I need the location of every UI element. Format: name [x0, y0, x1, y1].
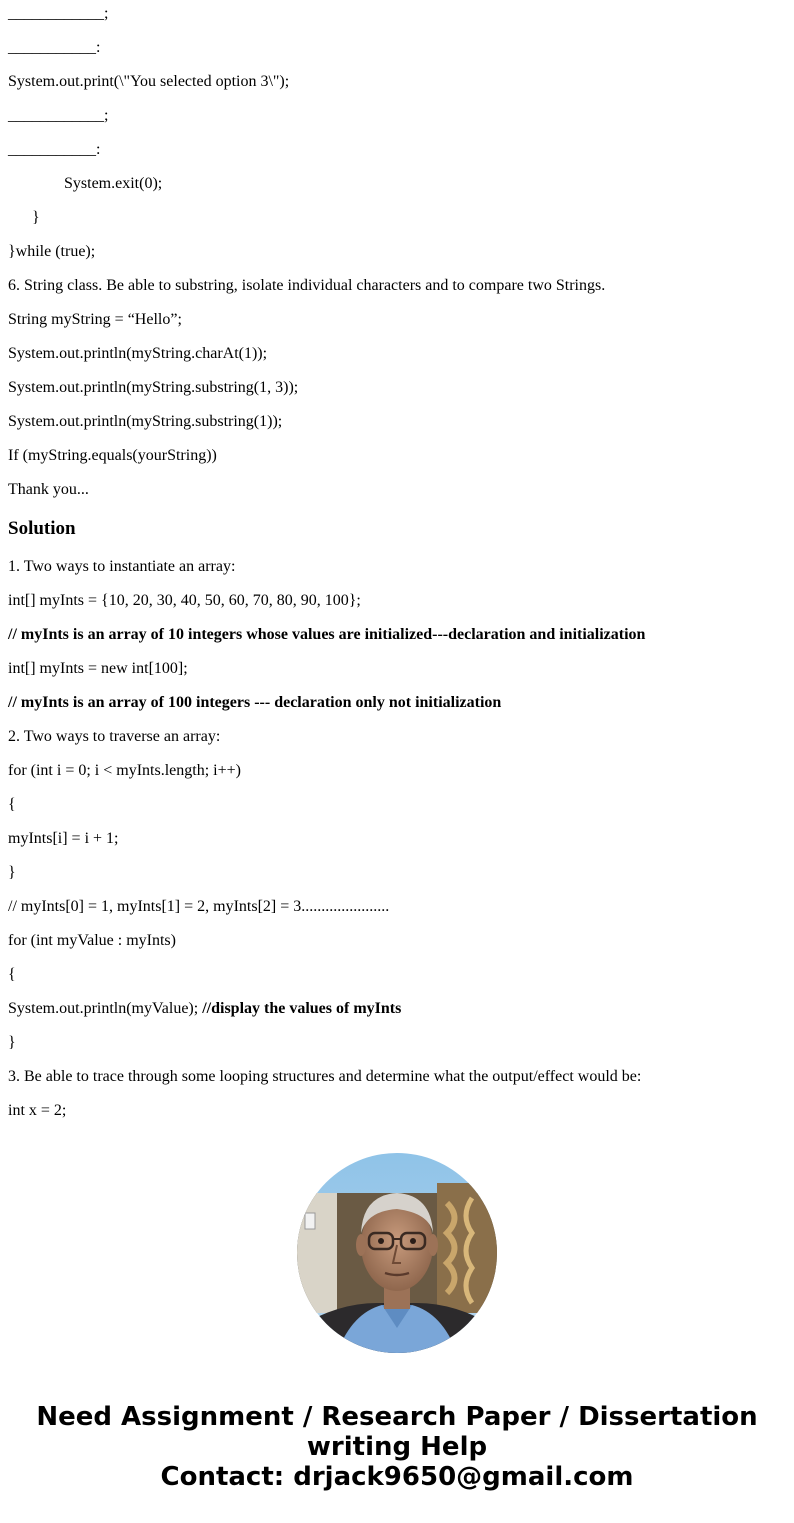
code-line: int[] myInts = new int[100]; — [8, 660, 188, 677]
question-text: 3. Be able to trace through some looping structures and determine what the output/effect would be: — [8, 1068, 642, 1085]
contact-banner-line: Need Assignment / Research Paper / Dissertation — [36, 1402, 758, 1432]
code-line: }while (true); — [8, 243, 96, 260]
code-comment: //display the values of myInts — [202, 1000, 402, 1017]
code-line: } — [32, 209, 40, 226]
code-comment: // myInts[0] = 1, myInts[1] = 2, myInts[2] = 3...................... — [8, 898, 390, 915]
closing-text: Thank you... — [8, 481, 89, 498]
contact-email: Contact: drjack9650@gmail.com — [160, 1462, 634, 1492]
solution-heading: Solution — [8, 518, 76, 539]
code-line: for (int i = 0; i < myInts.length; i++) — [8, 762, 241, 779]
contact-banner — [0, 1402, 794, 1492]
code-line: System.out.print(\"You selected option 3\"); — [8, 73, 290, 90]
solution-text: 2. Two ways to traverse an array: — [8, 728, 221, 745]
code-line: for (int myValue : myInts) — [8, 932, 176, 949]
blank-line: ___________: — [8, 141, 101, 158]
code-line: If (myString.equals(yourString)) — [8, 447, 217, 464]
code-line: } — [8, 864, 16, 881]
solution-text: 1. Two ways to instantiate an array: — [8, 558, 236, 575]
code-line: int[] myInts = {10, 20, 30, 40, 50, 60, 70, 80, 90, 100}; — [8, 592, 361, 609]
code-line: System.exit(0); — [64, 175, 163, 192]
author-photo — [297, 1153, 497, 1353]
code-line: { — [8, 796, 16, 813]
code-line: myInts[i] = i + 1; — [8, 830, 119, 847]
code-statement: System.out.println(myValue); — [8, 1000, 203, 1017]
author-portrait-image — [297, 1153, 497, 1353]
code-line: System.out.println(myString.substring(1)); — [8, 413, 283, 430]
code-line: { — [8, 966, 16, 983]
blank-line: ____________; — [8, 107, 109, 124]
contact-banner-line: writing Help — [306, 1432, 488, 1462]
code-line: int x = 2; — [8, 1102, 67, 1119]
question-text: 6. String class. Be able to substring, isolate individual characters and to compare two Strings. — [8, 277, 606, 294]
code-line: String myString = “Hello”; — [8, 311, 182, 328]
code-line: System.out.println(myString.substring(1, 3)); — [8, 379, 299, 396]
code-comment: // myInts is an array of 10 integers whose values are initialized---declaration and initialization — [8, 626, 646, 643]
code-line: System.out.println(myString.charAt(1)); — [8, 345, 268, 362]
blank-line: ____________; — [8, 5, 109, 22]
code-line: } — [8, 1034, 16, 1051]
code-comment: // myInts is an array of 100 integers --- declaration only not initialization — [8, 694, 502, 711]
code-line — [8, 1000, 401, 1018]
blank-line: ___________: — [8, 39, 101, 56]
